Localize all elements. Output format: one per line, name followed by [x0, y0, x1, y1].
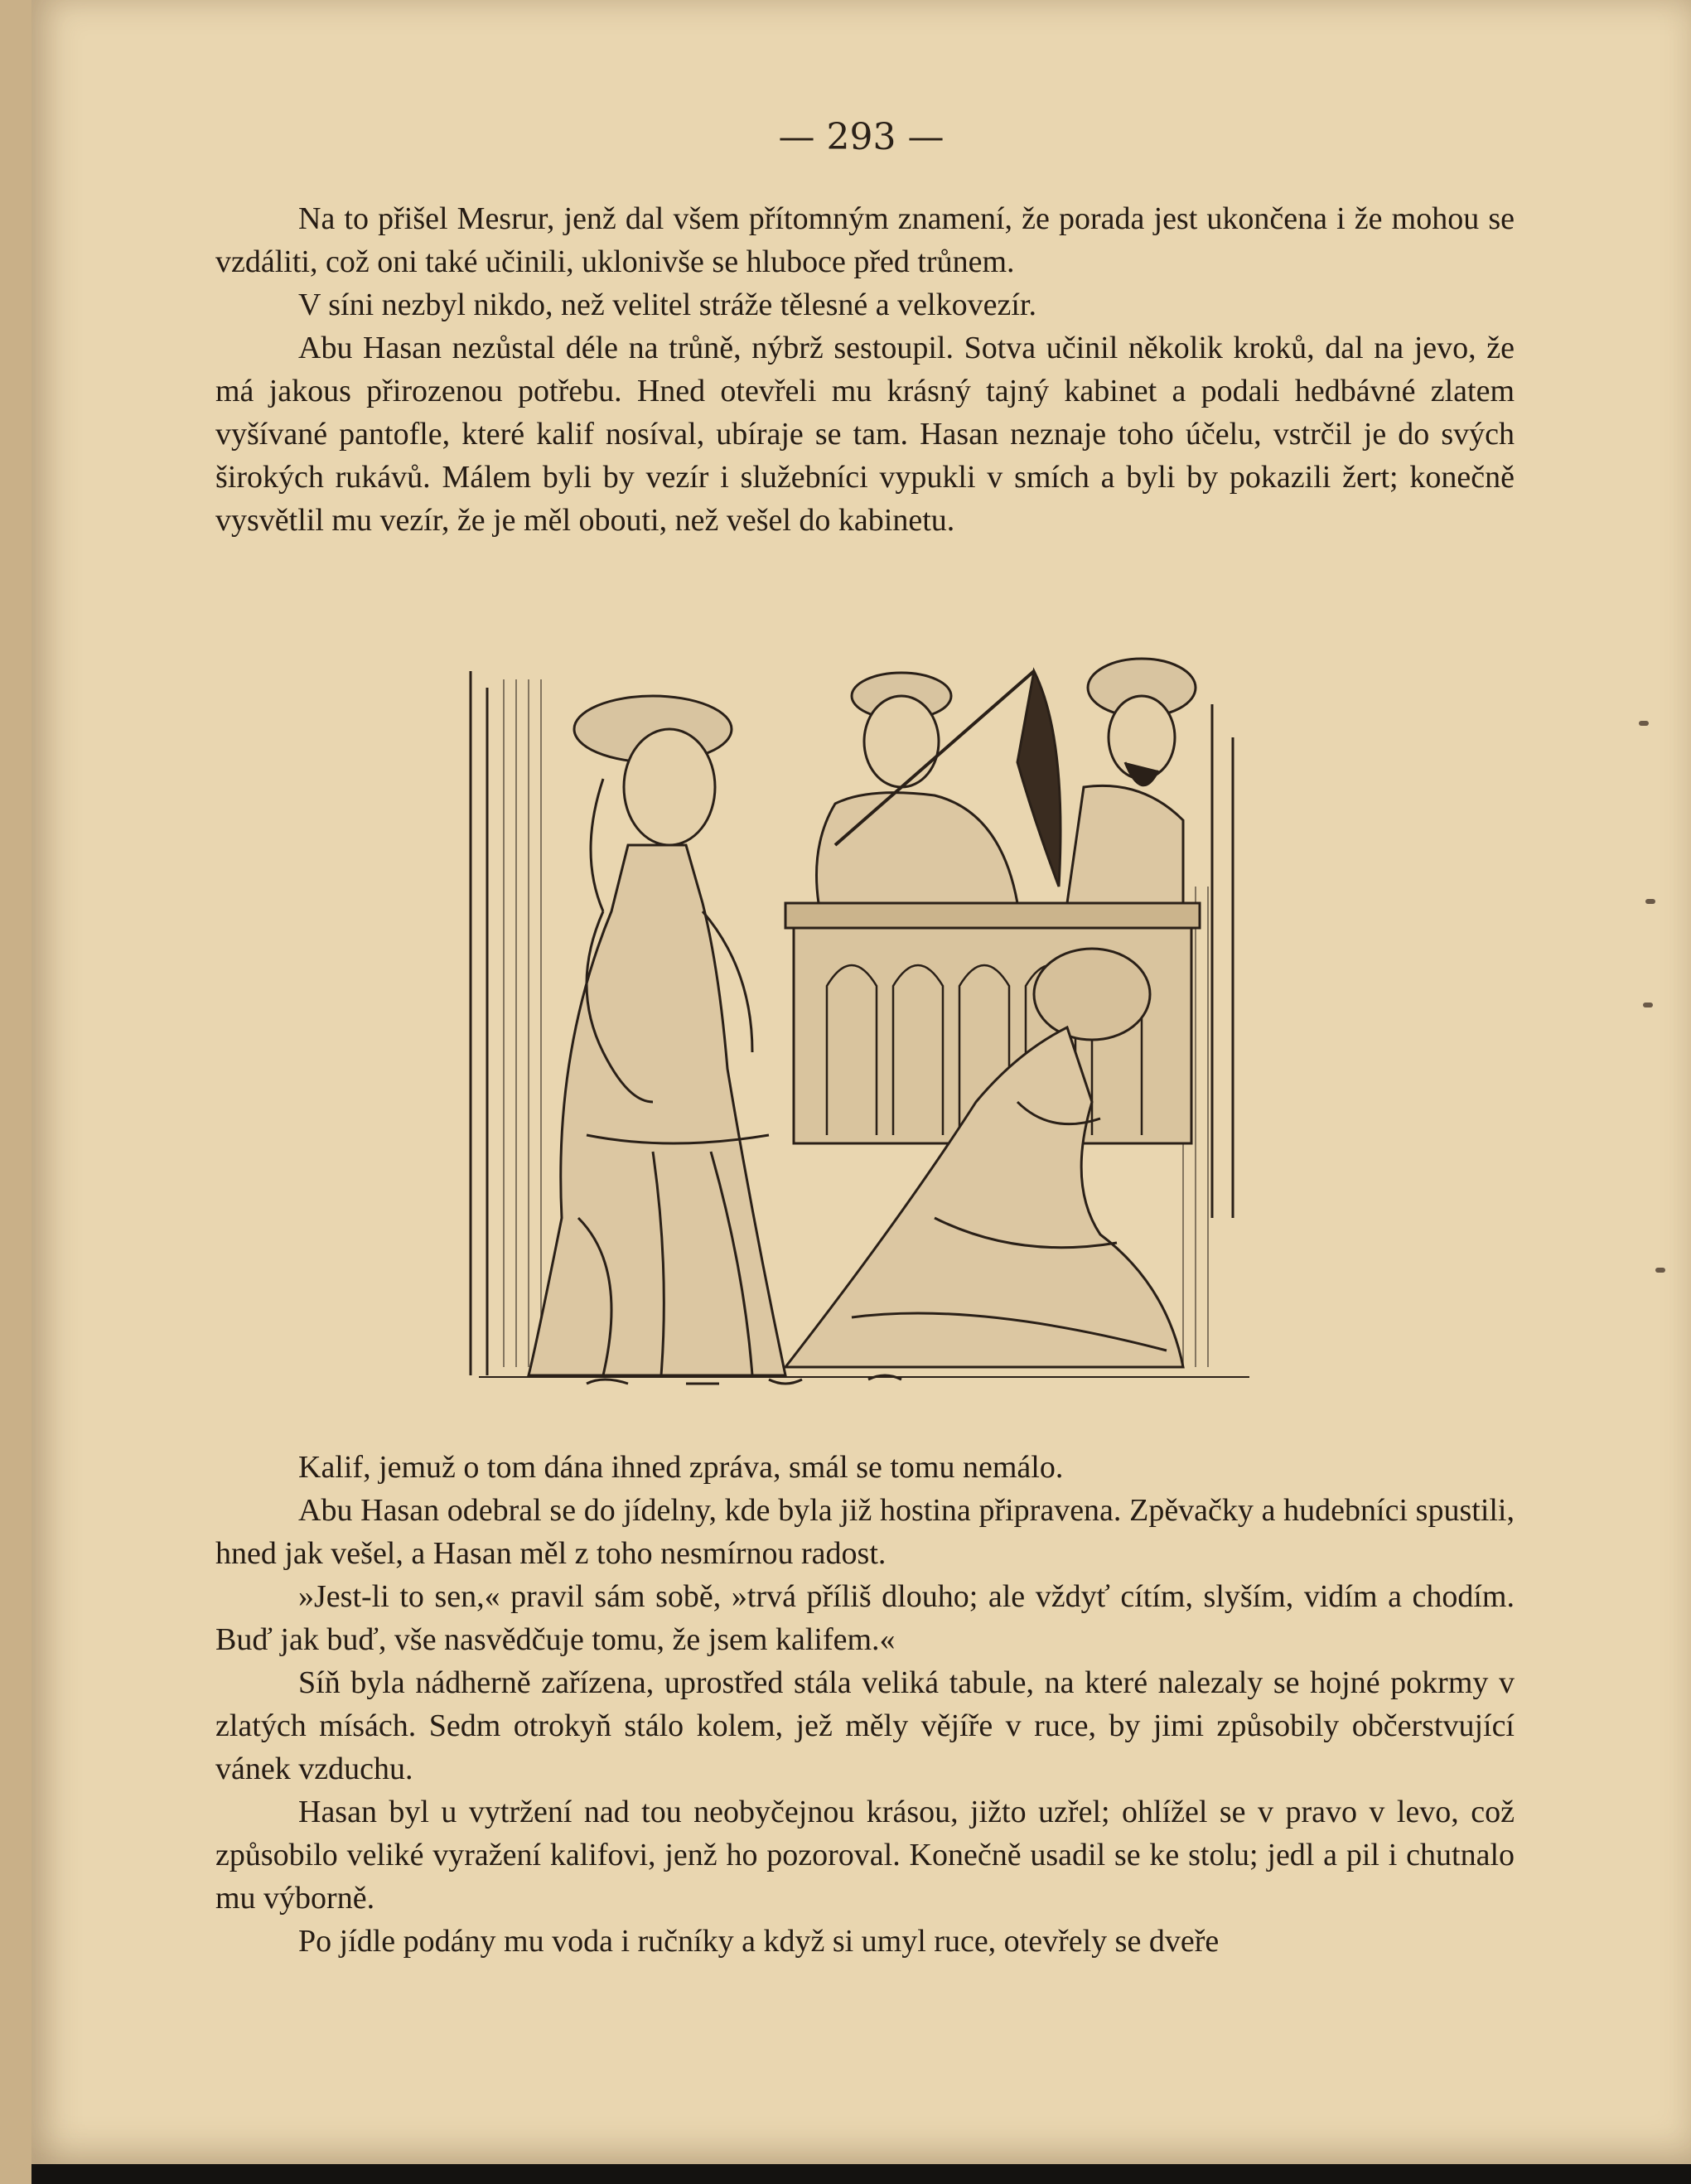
text-block-top [215, 197, 1515, 542]
paragraph: Po jídle podány mu voda i ručníky a když si umyl ruce, otevřely se dveře [298, 1924, 1220, 1959]
page-number: — 293 — [778, 116, 945, 158]
margin-mark [1645, 899, 1655, 904]
page-spine [0, 0, 31, 2184]
paragraph: »Jest-li to sen,« pravil sám sobě, »trvá příliš dlouho; ale vždyť cítím, slyším, vidím a chodím. Buď jak buď, vše nasvědčuje tomu, že jsem kalifem.« [215, 1579, 1515, 1657]
paragraph: Kalif, jemuž o tom dána ihned zpráva, smál se tomu nemálo. [298, 1450, 1064, 1485]
paragraph: Na to přišel Mesrur, jenž dal všem přítomným znamení, že porada jest ukončena i že mohou se vzdáliti, což oni také učinili, uklonivše se hluboce před trůnem. [215, 201, 1515, 279]
book-page [31, 0, 1691, 2164]
paragraph: Hasan byl u vytržení nad tou neobyčejnou krásou, jižto uzřel; ohlížel se v pravo v levo, což způsobilo veliké vyražení kalifovi, jenž ho pozoroval. Konečně usadil se ke stolu; jedl a pil i chutnalo mu výborně. [215, 1795, 1515, 1916]
paragraph: V síni nezbyl nikdo, než velitel stráže tělesné a velkovezír. [298, 287, 1036, 322]
margin-mark [1655, 1268, 1665, 1273]
margin-mark [1639, 721, 1649, 726]
text-block-bottom [215, 1446, 1515, 1963]
paragraph: Abu Hasan nezůstal déle na trůně, nýbrž sestoupil. Sotva učinil několik kroků, dal na jevo, že má jakous přirozenou potřebu. Hned otevřeli mu krásný tajný kabinet a podali hedbávné zlatem vyšívané pantofle, které kalif nosíval, ubíraje se tam. Hasan neznaje toho účelu, vstrčil je do svých širokých rukávů. Málem byli by vezír i služebníci vypukli v smích a byli by pokazili žert; konečně vysvětlil mu vezír, že je měl obouti, než vešel do kabinetu. [215, 331, 1515, 538]
engraving-illustration [437, 638, 1274, 1396]
margin-mark [1643, 1003, 1653, 1007]
paragraph: Abu Hasan odebral se do jídelny, kde byla již hostina připravena. Zpěvačky a hudebníci spustili, hned jak vešel, a Hasan měl z toho nesmírnou radost. [215, 1493, 1515, 1571]
paragraph: Síň byla nádherně zařízena, uprostřed stála veliká tabule, na které nalezaly se hojné pokrmy v zlatých mísách. Sedm otrokyň stálo kolem, jež měly vějíře v ruce, by jimi způsobily občerstvující vánek vzduchu. [215, 1665, 1515, 1786]
